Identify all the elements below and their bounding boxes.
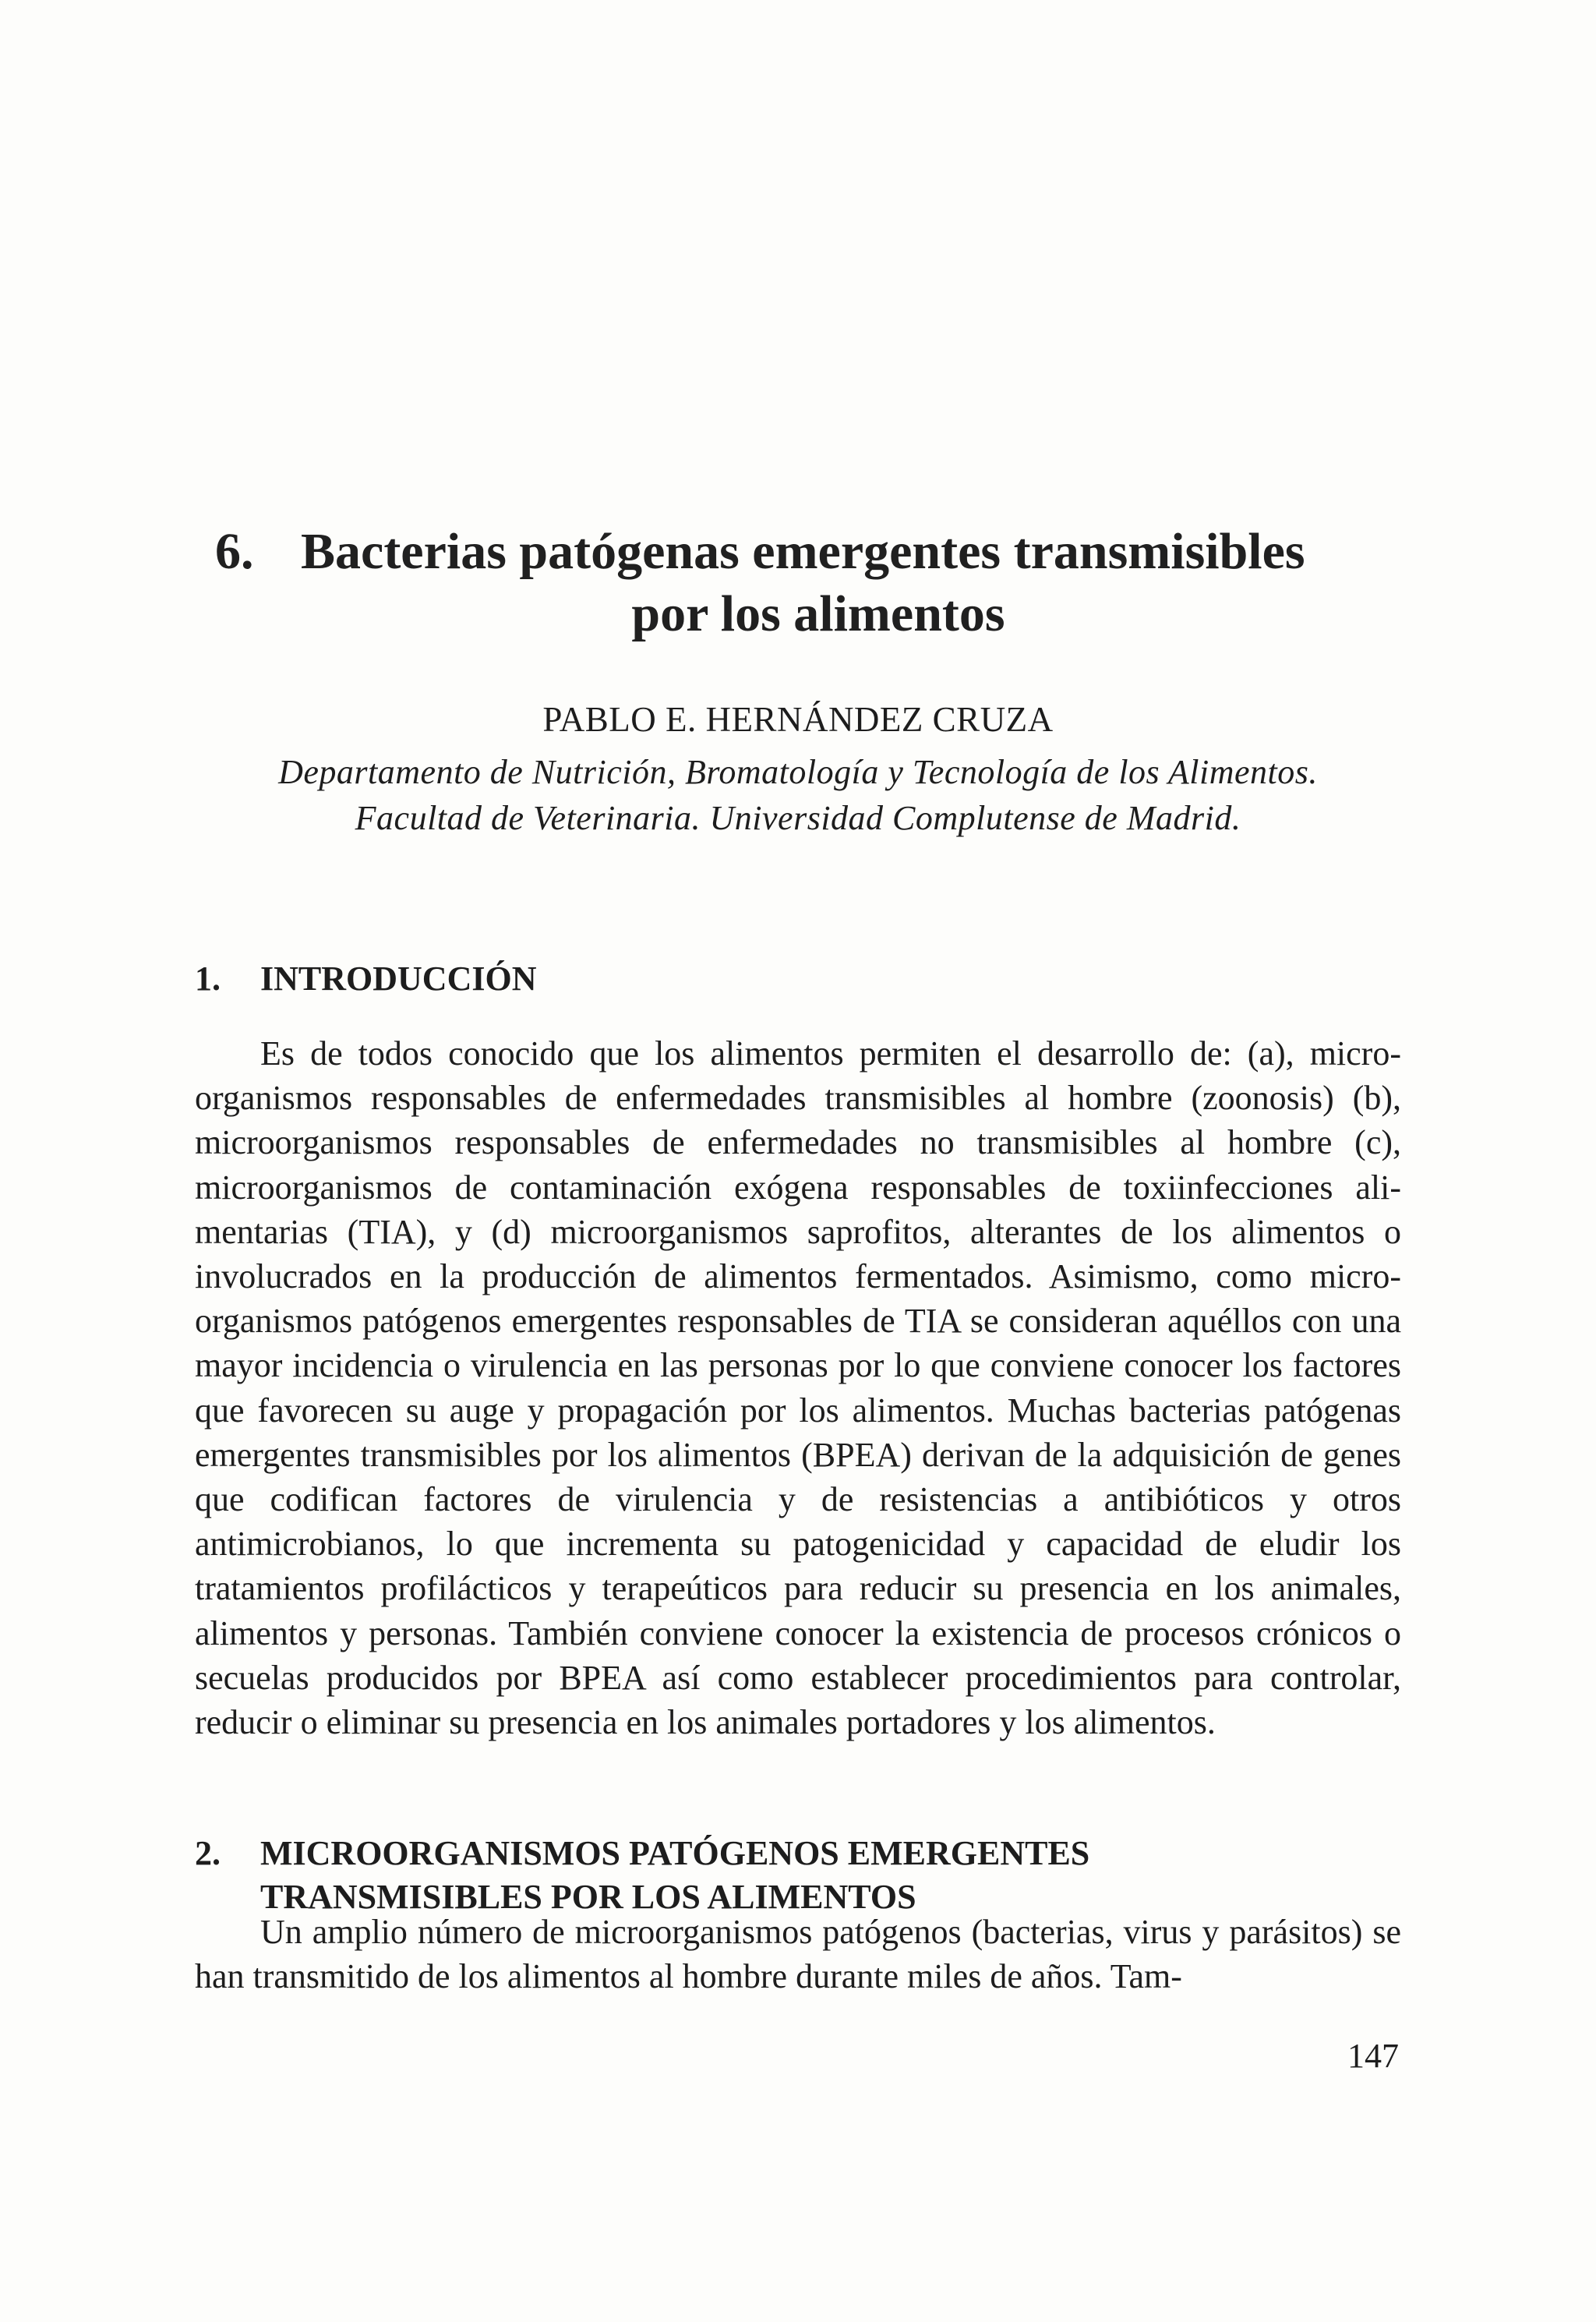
section-number: 1. bbox=[195, 960, 221, 998]
body-paragraph-introduccion: Es de todos conocido que los alimentos permiten el desarrollo de: (a), microorganismos responsables de enfermedades transmisibles al hombre (zoonosis) (b), microorganismos responsables de enfermedades no transmisibles al hombre (c), microorganismos de contaminación exógena responsables de toxiinfecciones alimentarias (TIA), y (d) microorganismos saprofitos, alterantes de los alimentos o involucrados en la producción de alimentos fermentados. Asimismo, como microorganismos patógenos emergentes responsables de TIA se consideran aquéllos con una mayor incidencia o virulencia en las personas por lo que conviene conocer los factores que favorecen su auge y propagación por los alimentos. Muchas bacterias patógenas emergentes transmisibles por los alimentos (BPEA) derivan de la adquisición de genes que codifican factores de virulencia y de resistencias a antibióticos y otros antimicrobianos, lo que incrementa su patogenicidad y capacidad de eludir los tratamientos profilácticos y terapeúticos para reducir su presencia en los animales, alimentos y personas. También conviene conocer la existencia de procesos crónicos o secuelas producidos por BPEA así como establecer procedimientos para controlar, reducir o eliminar su presencia en los animales portadores y los alimentos. bbox=[195, 1034, 1401, 1742]
section-heading-text bbox=[260, 1832, 1398, 1919]
affiliation-line-2: Facultad de Veterinaria. Universidad Complutense de Madrid. bbox=[355, 799, 1241, 837]
chapter-title-line-1: Bacterias patógenas emergentes transmisibles bbox=[301, 523, 1305, 580]
section-heading-line-2: TRANSMISIBLES POR LOS ALIMENTOS bbox=[260, 1878, 916, 1916]
author-name: PABLO E. HERNÁNDEZ CRUZA bbox=[542, 700, 1054, 739]
chapter-title-line-2: por los alimentos bbox=[631, 585, 1005, 642]
section-heading-line-1: MICROORGANISMOS PATÓGENOS EMERGENTES bbox=[260, 1834, 1090, 1872]
chapter-number: 6. bbox=[215, 523, 254, 580]
section-heading-text: INTRODUCCIÓN bbox=[260, 960, 537, 998]
body-paragraph-microorganismos: Un amplio número de microorganismos patógenos (bacterias, virus y parásitos) se han transmitido de los alimentos al hombre durante miles de años. Tam- bbox=[195, 1913, 1401, 1996]
page-number: 147 bbox=[1347, 2037, 1399, 2075]
section-number: 2. bbox=[195, 1834, 221, 1872]
affiliation-line-1: Departamento de Nutrición, Bromatología y Tecnología de los Alimentos. bbox=[278, 753, 1318, 791]
